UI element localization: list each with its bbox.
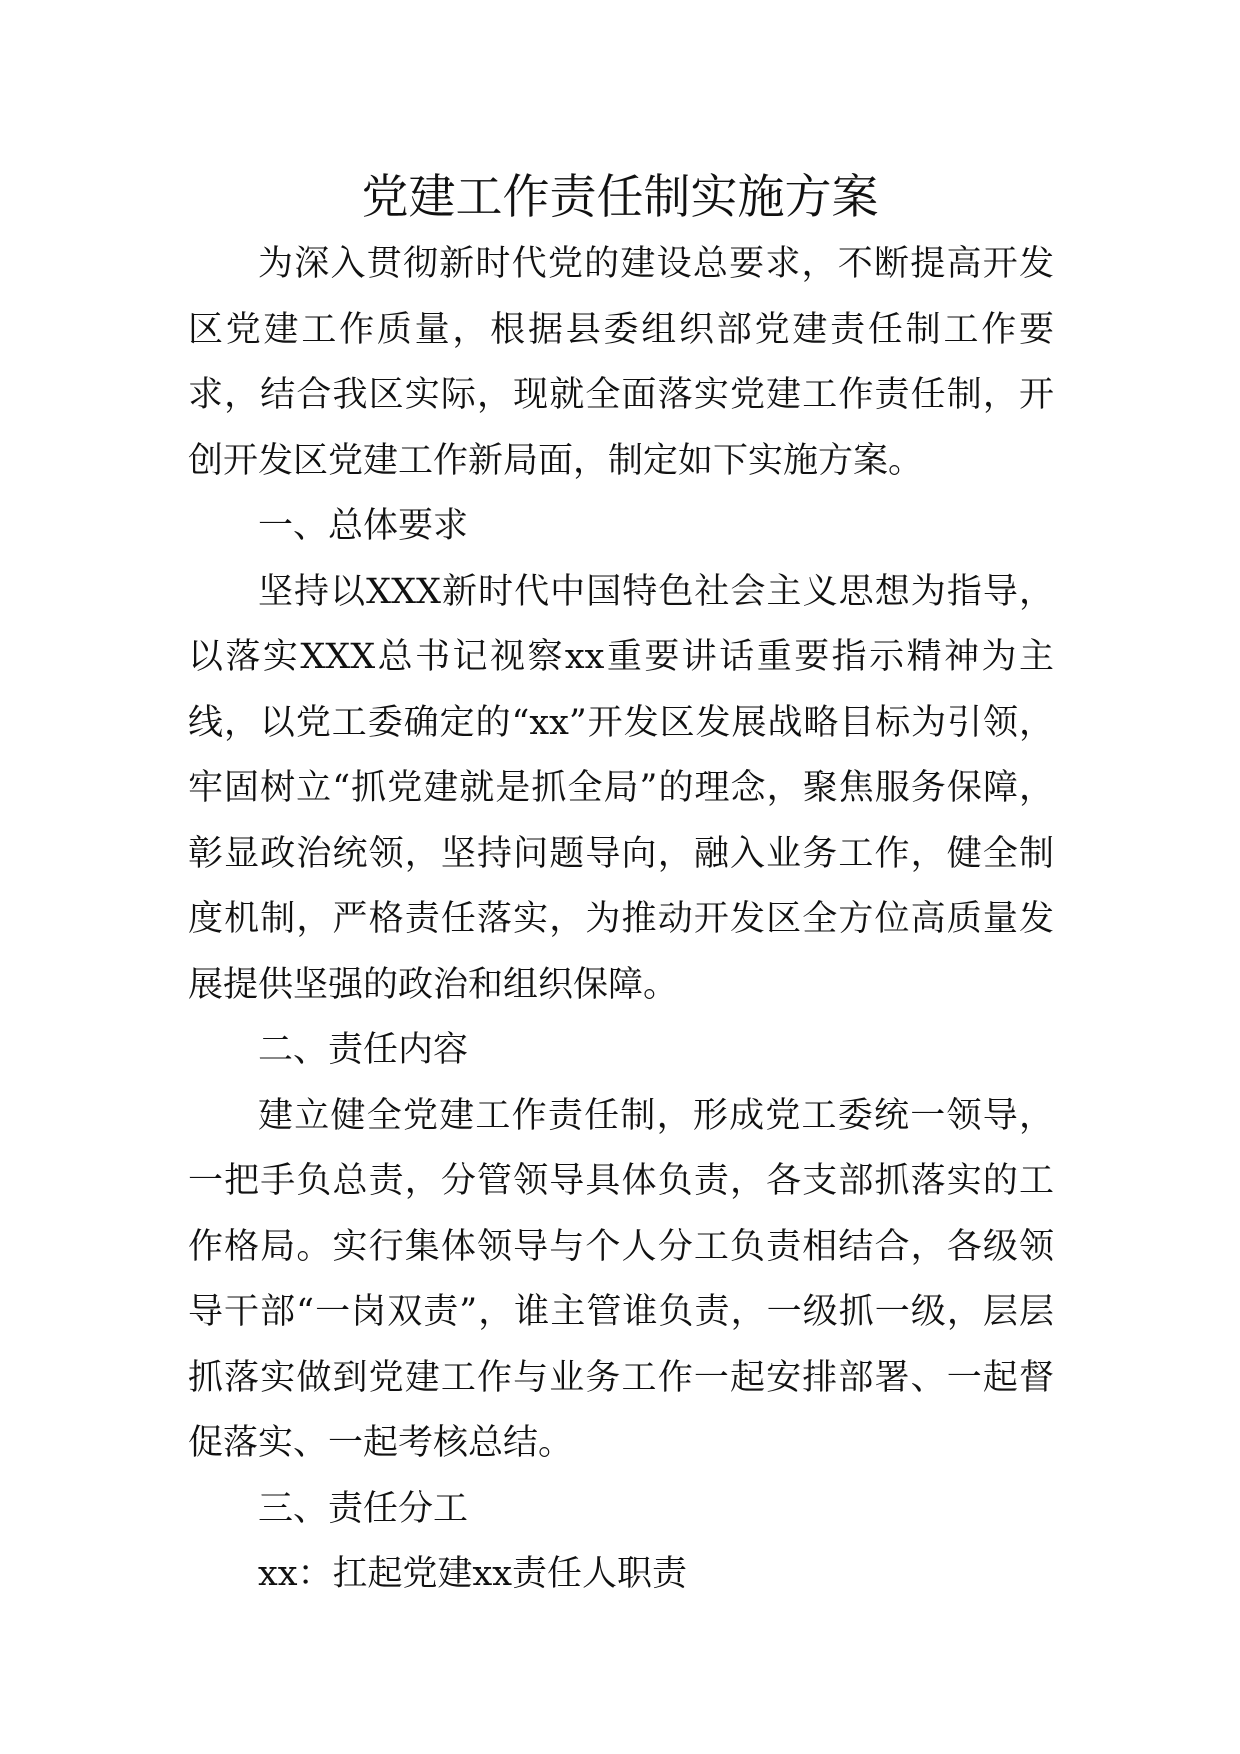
section-heading-2: 二、责任内容 (258, 1030, 469, 1070)
section-heading-1: 一、总体要求 (258, 506, 469, 546)
section-1-paragraph: 坚持以XXX新时代中国特色社会主义思想为指导，以落实XXX总书记视察xx重要讲话重要指示精神为主线，以党工委确定的“xx”开发区发展战略目标为引领，牢固树立“抓党建就是抓全局”的理念，聚焦服务保障，彰显政治统领，坚持问题导向，融入业务工作，健全制度机制，严格责任落实，为推动开发区全方位高质量发展提供坚强的政治和组织保障。 (188, 571, 1054, 1005)
document-body (188, 232, 1054, 1608)
section-3-paragraph: xx：扛起党建xx责任人职责 (258, 1554, 687, 1594)
section-heading-3: 三、责任分工 (258, 1488, 469, 1529)
intro-paragraph: 为深入贯彻新时代党的建设总要求，不断提高开发区党建工作质量，根据县委组织部党建责任制工作要求，结合我区实际，现就全面落实党建工作责任制，开创开发区党建工作新局面，制定如下实施方案。 (188, 244, 1054, 481)
document-title: 党建工作责任制实施方案 (361, 170, 879, 225)
section-2-paragraph: 建立健全党建工作责任制，形成党工委统一领导，一把手负总责，分管领导具体负责，各支部抓落实的工作格局。实行集体领导与个人分工负责相结合，各级领导干部“一岗双责”，谁主管谁负责，一级抓一级，层层抓落实做到党建工作与业务工作一起安排部署、一起督促落实、一起考核总结。 (188, 1095, 1054, 1463)
